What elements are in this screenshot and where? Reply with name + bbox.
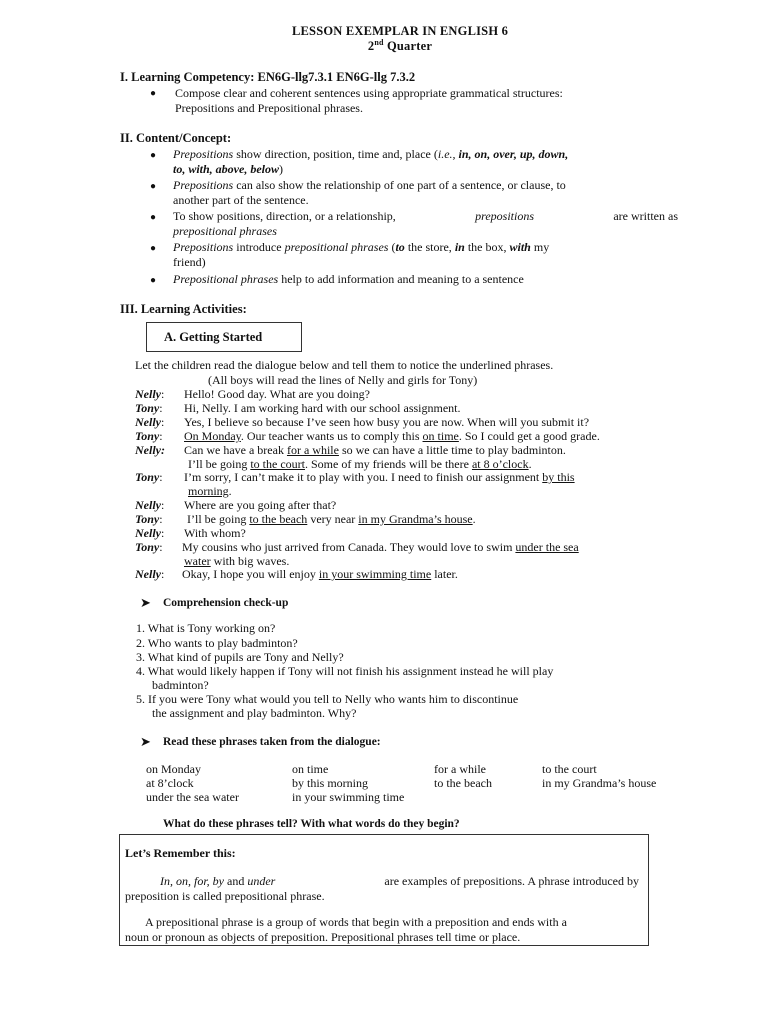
concept-term: Prepositional phrases	[173, 272, 279, 286]
speaker-colon: :	[159, 429, 163, 443]
concept-term: prepositional phrases	[173, 224, 277, 238]
prepositional-phrase: morning	[188, 484, 229, 498]
speaker-tony	[135, 470, 163, 485]
dialogue-text: with big waves.	[210, 554, 290, 568]
speaker-colon: :	[159, 512, 163, 526]
speaker-nelly	[135, 387, 164, 402]
remember-text: and	[224, 874, 248, 888]
concept-term: prepositions	[475, 209, 535, 223]
speaker-name: Nelly	[135, 387, 161, 401]
question-5-line-1: 5. If you were Tony what would you tell to Nelly who wants him to discontinue	[136, 692, 519, 706]
remember-text: A prepositional phrase is a group of words that begin with a preposition and ends with a	[145, 915, 567, 929]
dialogue-text: My cousins who just arrived from Canada. They would love to swim	[182, 540, 516, 554]
dialogue-line	[184, 443, 566, 458]
prepositional-phrase: to the beach	[249, 512, 308, 526]
phrase-item: to the beach	[434, 776, 492, 790]
concept-text: To show positions, direction, or a relationship,	[173, 209, 396, 223]
concept-example: to	[395, 240, 405, 254]
dialogue-instruction: Let the children read the dialogue below and tell them to notice the underlined phrases.	[135, 358, 554, 372]
concept-term: Prepositions	[173, 147, 234, 161]
concept-examples-1: in, on, over, up, down,	[455, 147, 569, 161]
speaker-colon: :	[159, 470, 163, 484]
remember-text: preposition is called prepositional phrase.	[125, 889, 325, 903]
remember-text: noun or pronoun as objects of preposition. Prepositional phrases tell time or place.	[125, 930, 521, 944]
quarter-label	[0, 39, 768, 54]
question-2: 2. Who wants to play badminton?	[136, 636, 298, 650]
bullet-dot-icon: ●	[150, 150, 157, 161]
prepositional-phrase: in my Grandma’s house	[358, 512, 473, 526]
concept-ie: i.e.,	[437, 147, 456, 161]
speaker-name: Nelly	[135, 526, 161, 540]
question-4-line-1: 4. What would likely happen if Tony will not finish his assignment instead he will play	[136, 664, 554, 678]
speaker-name: Nelly	[135, 498, 161, 512]
speaker-nelly	[135, 415, 164, 430]
concept-text: friend)	[173, 255, 206, 269]
concept-examples-2: to, with, above, below	[173, 162, 279, 176]
speaker-name: Nelly	[135, 415, 161, 429]
quarter-number: 2	[367, 39, 375, 53]
bullet-dot-icon: ●	[150, 88, 157, 99]
speaker-name: Tony	[135, 540, 160, 554]
dialogue-line	[187, 512, 476, 527]
concept-term: prepositional phrases	[284, 240, 389, 254]
phrase-item: under the sea water	[146, 790, 239, 804]
remember-paragraph-2	[125, 915, 639, 945]
speaker-colon: :	[161, 567, 165, 581]
concept-text: can also show the relationship of one part of a sentence, or clause, to	[233, 178, 566, 192]
dialogue-line: Hi, Nelly. I am working hard with our school assignment.	[184, 401, 461, 415]
competency-line-1: Compose clear and coherent sentences using appropriate grammatical structures:	[175, 86, 563, 100]
question-3: 3. What kind of pupils are Tony and Nelly?	[136, 650, 344, 664]
dialogue-text: . Our teacher wants us to comply this	[240, 429, 423, 443]
dialogue-text: Okay, I hope you will enjoy	[182, 567, 319, 581]
speaker-tony	[135, 540, 163, 555]
speaker-colon: :	[159, 401, 163, 415]
dialogue-text: .	[228, 484, 232, 498]
preposition-example: under	[247, 874, 276, 888]
question-4-line-2: badminton?	[152, 678, 209, 692]
speaker-colon: :	[161, 415, 165, 429]
dialogue-line: Hello! Good day. What are you doing?	[184, 387, 370, 401]
concept-bullet-3	[173, 209, 678, 239]
competency-line-2: Prepositions and Prepositional phrases.	[175, 101, 363, 115]
phrase-item: on time	[292, 762, 329, 776]
speaker-colon: :	[159, 540, 163, 554]
phrase-item: on Monday	[146, 762, 201, 776]
concept-bullet-1	[173, 147, 678, 177]
dialogue-text: . Some of my friends will be there	[304, 457, 472, 471]
speaker-name: Tony	[135, 512, 160, 526]
phrase-item: for a while	[434, 762, 486, 776]
speaker-nelly	[135, 498, 164, 513]
dialogue-text: I’ll be going	[187, 512, 250, 526]
bullet-dot-icon: ●	[150, 243, 157, 254]
concept-text: (	[388, 240, 396, 254]
phrase-item: in your swimming time	[292, 790, 405, 804]
concept-term: Prepositions	[173, 240, 234, 254]
prepositional-phrase: on time	[422, 429, 459, 443]
dialogue-text: Can we have a break	[184, 443, 287, 457]
concept-example: with	[509, 240, 531, 254]
arrow-bullet-icon: ➤	[140, 734, 151, 749]
phrase-item: by this morning	[292, 776, 369, 790]
dialogue-text: later.	[431, 567, 458, 581]
getting-started-label: A. Getting Started	[164, 330, 263, 344]
prepositional-phrase: by this	[542, 470, 575, 484]
quarter-suffix: nd	[374, 37, 384, 47]
question-5-line-2: the assignment and play badminton. Why?	[152, 706, 357, 720]
phrases-heading: Read these phrases taken from the dialogue:	[163, 736, 381, 748]
prepositional-phrase: water	[184, 554, 211, 568]
dialogue-line	[184, 470, 575, 485]
concept-text: the store,	[404, 240, 455, 254]
question-1: 1. What is Tony working on?	[136, 621, 276, 635]
phrase-item: in my Grandma’s house	[542, 776, 657, 790]
prepositional-phrase: to the court	[250, 457, 305, 471]
speaker-name: Tony	[135, 401, 160, 415]
comprehension-heading: Comprehension check-up	[163, 597, 289, 609]
speaker-tony	[135, 512, 163, 527]
speaker-colon: :	[161, 498, 165, 512]
phrase-item: at 8’clock	[146, 776, 194, 790]
prepositional-phrase: in your swimming time	[318, 567, 432, 581]
concept-bullet-4	[173, 240, 678, 270]
dialogue-line	[182, 540, 579, 555]
concept-text: another part of the sentence.	[173, 193, 309, 207]
concept-text: my	[530, 240, 550, 254]
prepositional-phrase: On Monday	[184, 429, 241, 443]
dialogue-text: so we can have a little time to play badminton.	[338, 443, 566, 457]
dialogue-line: Where are you going after that?	[184, 498, 337, 512]
preposition-examples: In, on, for, by	[160, 874, 224, 888]
speaker-nelly	[135, 526, 164, 541]
prepositional-phrase: for a while	[286, 443, 339, 457]
section-1-heading: I. Learning Competency: EN6G-llg7.3.1 EN6G-llg 7.3.2	[120, 70, 416, 84]
phrase-item: to the court	[542, 762, 597, 776]
dialogue-line	[184, 429, 600, 444]
speaker-colon: :	[161, 526, 165, 540]
concept-bullet-2	[173, 178, 678, 208]
section-3-heading: III. Learning Activities:	[120, 302, 247, 316]
concept-text: )	[279, 162, 283, 176]
dialogue-text: I’m sorry, I can’t make it to play with you. I need to finish our assignment	[184, 470, 543, 484]
dialogue-note: (All boys will read the lines of Nelly and girls for Tony)	[208, 373, 478, 387]
concept-text: help to add information and meaning to a sentence	[278, 272, 524, 286]
bullet-dot-icon: ●	[150, 212, 157, 223]
speaker-tony	[135, 429, 163, 444]
phrases-question: What do these phrases tell? With what words do they begin?	[163, 818, 460, 830]
concept-text: show direction, position, time and, place (	[233, 147, 438, 161]
dialogue-line: Yes, I believe so because I’ve seen how busy you are now. When will you submit it?	[184, 415, 590, 429]
speaker-tony	[135, 401, 163, 416]
section-2-heading: II. Content/Concept:	[120, 131, 232, 145]
bullet-dot-icon: ●	[150, 181, 157, 192]
arrow-bullet-icon: ➤	[140, 595, 151, 610]
dialogue-text: .	[528, 457, 532, 471]
concept-term: Prepositions	[173, 178, 234, 192]
speaker-name: Tony	[135, 429, 160, 443]
dialogue-text: I’ll be going	[188, 457, 251, 471]
speaker-name: Nelly	[135, 567, 161, 581]
concept-example: in	[454, 240, 465, 254]
dialogue-line	[182, 567, 458, 582]
speaker-name: Tony	[135, 470, 160, 484]
dialogue-line: With whom?	[184, 526, 246, 540]
concept-bullet-5	[173, 272, 678, 287]
remember-text: are examples of prepositions. A phrase introduced by	[384, 874, 639, 888]
remember-heading: Let’s Remember this:	[125, 846, 236, 860]
speaker-nelly: Nelly:	[135, 443, 165, 457]
concept-text: introduce	[233, 240, 285, 254]
concept-text: the box,	[464, 240, 510, 254]
lesson-title: LESSON EXEMPLAR IN ENGLISH 6	[291, 24, 509, 38]
dialogue-line	[188, 484, 232, 499]
prepositional-phrase: at 8 o’clock	[471, 457, 529, 471]
speaker-colon: :	[161, 387, 165, 401]
remember-paragraph-1	[125, 874, 639, 904]
speaker-nelly	[135, 567, 164, 582]
prepositional-phrase: under the sea	[515, 540, 579, 554]
dialogue-text: . So I could get a good grade.	[458, 429, 600, 443]
concept-text: are written as	[613, 209, 678, 223]
dialogue-text: very near	[307, 512, 359, 526]
bullet-dot-icon: ●	[150, 275, 157, 286]
dialogue-text: .	[472, 512, 476, 526]
quarter-word: Quarter	[383, 39, 433, 53]
